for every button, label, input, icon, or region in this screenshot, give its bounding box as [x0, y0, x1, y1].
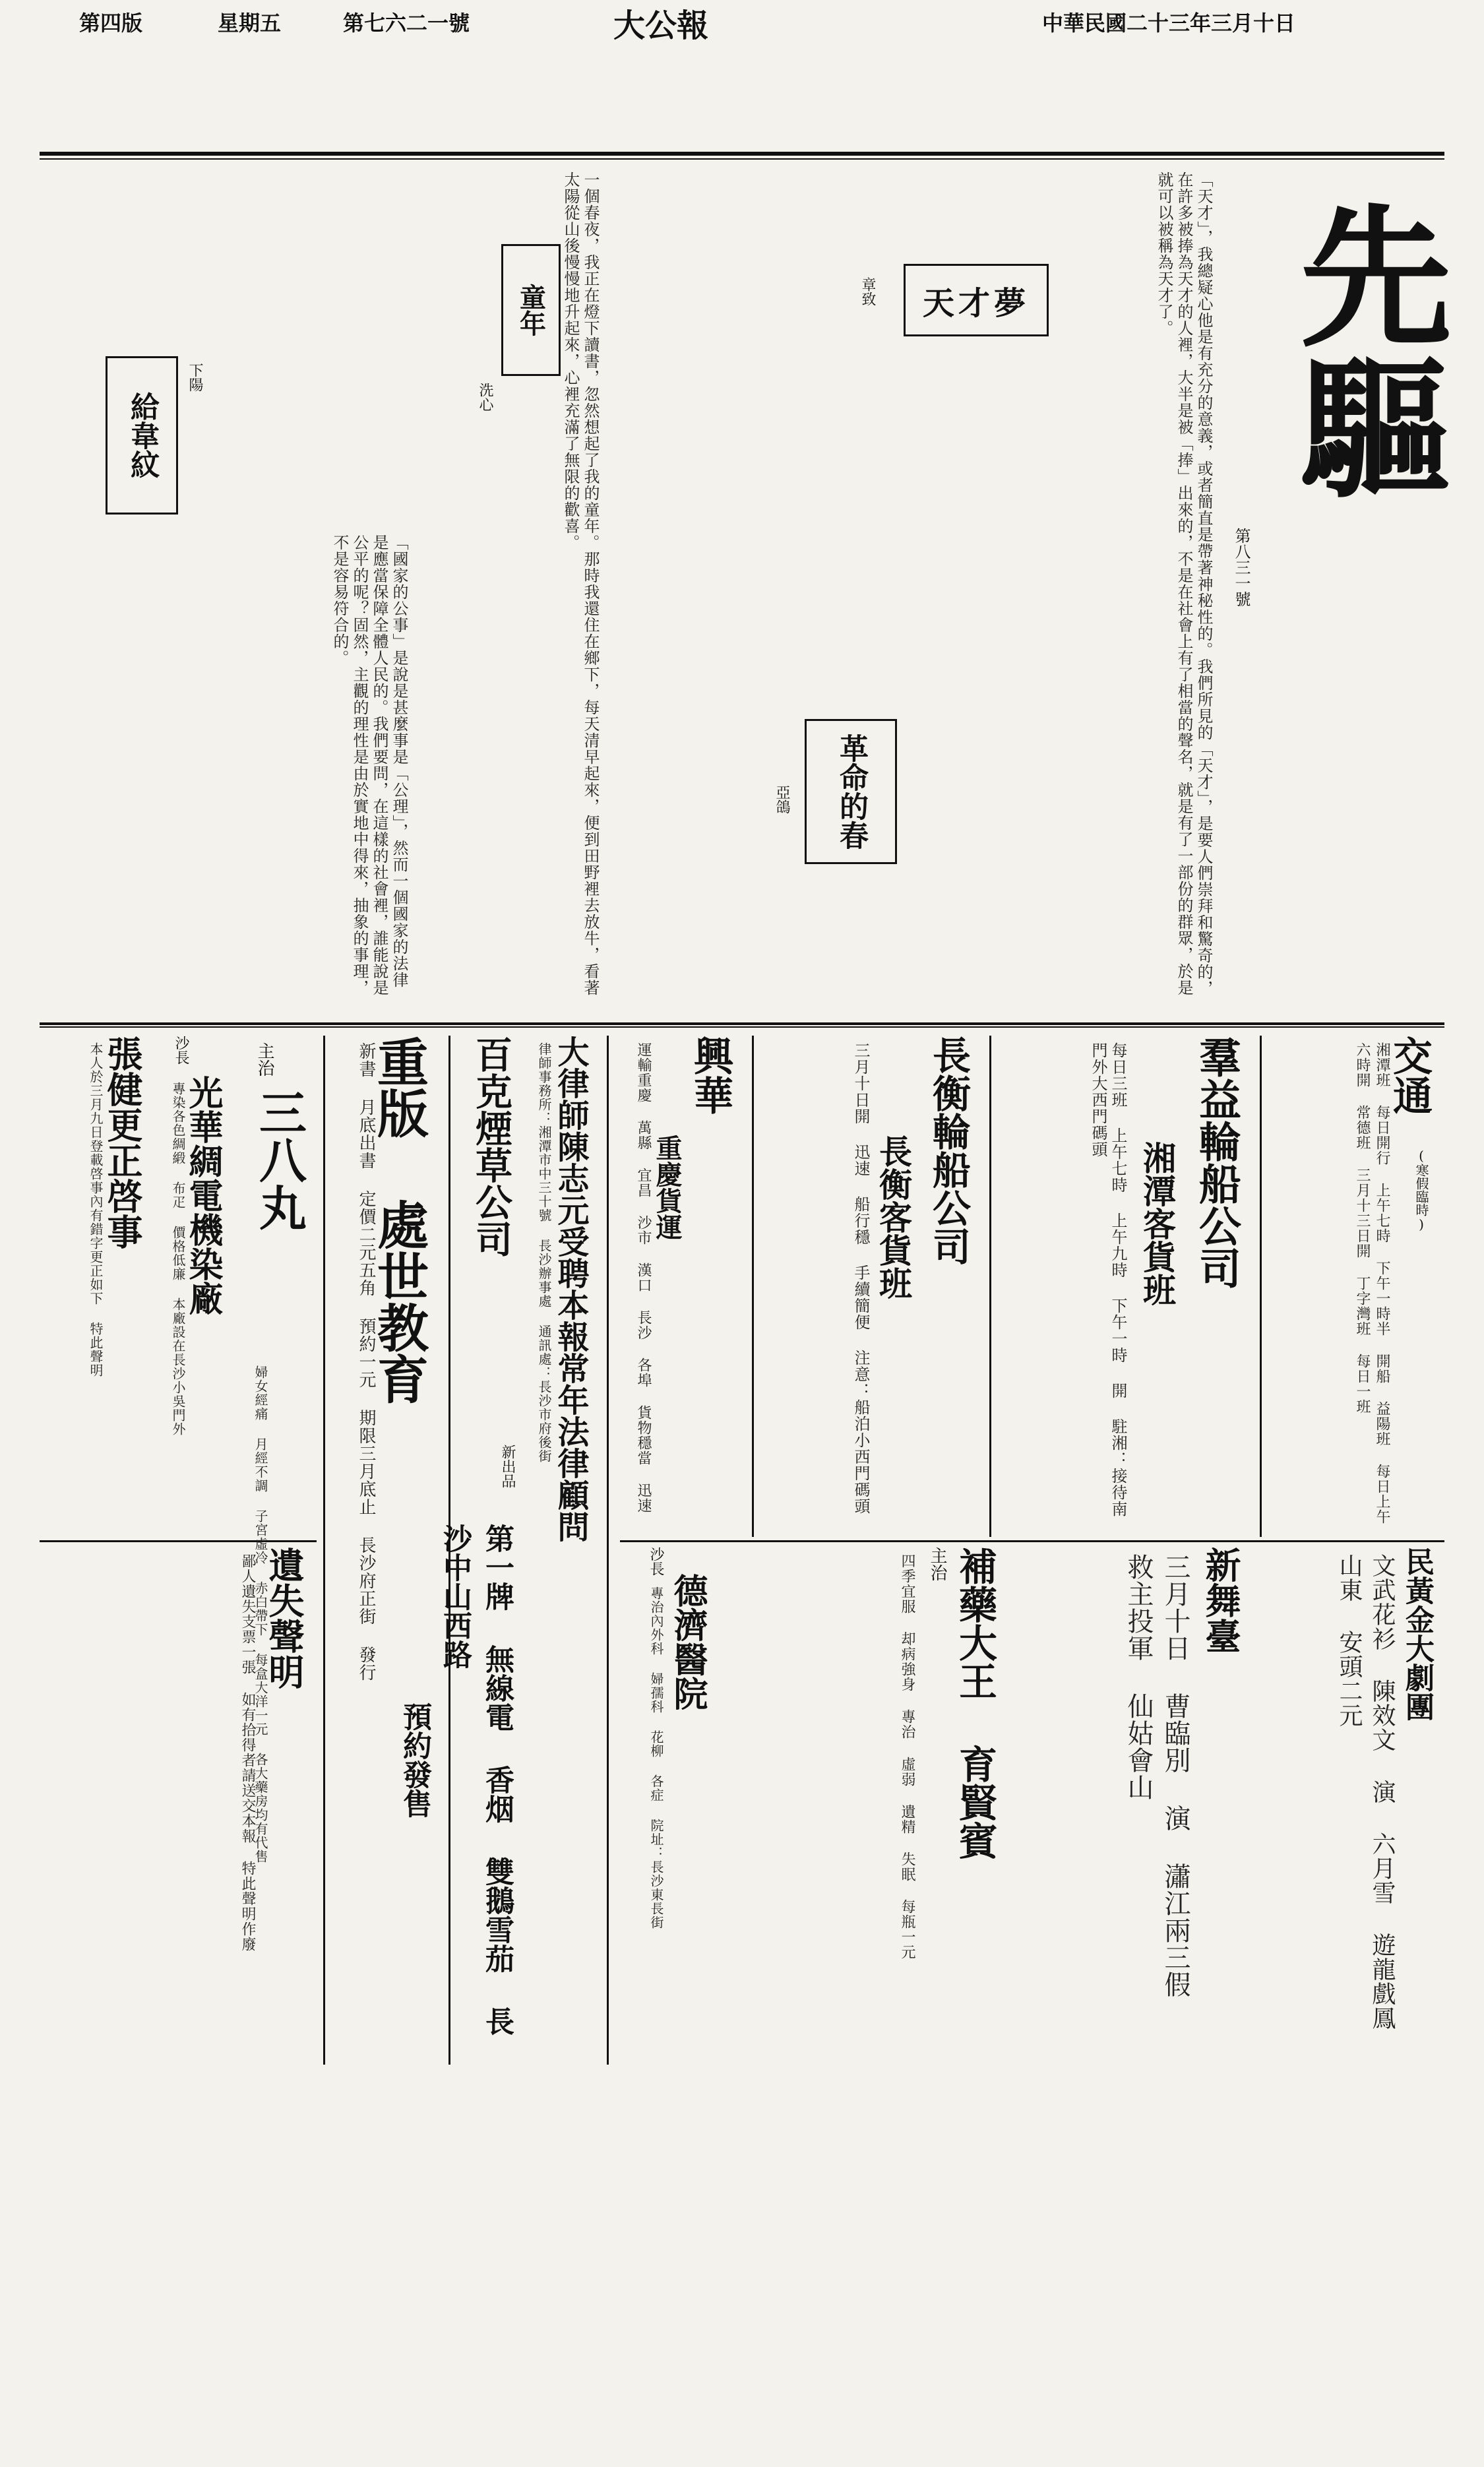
ad-title: 羣益輪船公司: [1192, 1036, 1241, 1289]
ad-title: 百克煙草公司: [470, 1036, 513, 1257]
ad-body: 運輸重慶 萬縣 宜昌 沙市 漢口 長沙 各埠 貨物穩當 迅速: [635, 1042, 652, 1513]
ad-divider: [752, 1036, 754, 1537]
article-author: 下陽: [187, 363, 203, 392]
ad-title: 興華: [687, 1036, 733, 1115]
header-sheet: 第四版: [79, 11, 143, 36]
article-title: 給韋紋: [125, 392, 159, 479]
header-date: 中華民國二十三年三月十日: [1042, 11, 1296, 36]
ad-subtitle: (寒假臨時): [1413, 1148, 1429, 1232]
ad-divider: [323, 1036, 325, 2065]
ad-block: [758, 1036, 983, 1537]
article-title-box: [805, 719, 897, 864]
ad-subtitle: 湘潭客貨班: [1138, 1141, 1177, 1306]
article-author: 章致: [859, 277, 876, 306]
ad-body: 婦女經痛 月經不調 子宮虛冷 赤白帶下 每盒大洋一元 各大藥房均有代售: [253, 1365, 268, 1863]
ad-subtitle: 長衡客貨班: [874, 1135, 913, 1299]
ad-block: [758, 1547, 1009, 2061]
ad-block: [1266, 1036, 1444, 1537]
ad-subtitle: 沙長: [173, 1036, 189, 1065]
masthead-title: 先驅: [1274, 198, 1450, 501]
ad-block: [996, 1036, 1253, 1537]
section-divider: [40, 1022, 1444, 1025]
ad-title: 新舞臺: [1200, 1547, 1242, 1654]
ad-block: [1016, 1547, 1253, 2061]
ad-divider: [989, 1036, 991, 1537]
ad-body: 三月十日開 迅速 船行穩 手續簡便 注意：船泊小西門碼頭: [851, 1042, 870, 1515]
ad-block: [158, 1036, 231, 1537]
article-body: 「天才」，我總疑心他是有充分的意義，或者簡直是帶著神秘性的。我們所見的「天才」，是要人們崇拜和驚奇的，在許多被捧為天才的人裡，大半是被「捧」出來的，不是在社會上有了相當的聲名，就是有了一部份的群眾，於是就可以被稱為天才了。: [1155, 172, 1213, 997]
ad-title: 光華綢電機染廠: [183, 1075, 223, 1315]
header-rule-thin: [40, 158, 1444, 160]
ad-divider: [1260, 1036, 1262, 1537]
ad-title: 三八丸: [251, 1088, 307, 1231]
ad-title: 補藥大王 育賢賓: [952, 1547, 997, 1859]
ad-title: 大律師陳志元受聘本報常年法律顧問: [552, 1036, 589, 1542]
ad-subtitle: 新出品: [499, 1445, 516, 1488]
header-issue: 第七六二一號: [343, 11, 470, 36]
header-weekday: 星期五: [218, 11, 282, 36]
ad-title: 重版 處世教育: [369, 1036, 429, 1404]
ad-divider: [607, 1036, 609, 2065]
article-author: 洗心: [477, 383, 493, 412]
ad-subtitle: 主治: [927, 1547, 947, 1581]
newspaper-page: [40, 112, 1450, 2065]
ad-body: 律師事務所：湘潭市中三十號 長沙辦事處 通訊處：長沙市府後街: [536, 1042, 552, 1463]
ad-subtitle: 主治: [255, 1042, 274, 1077]
ad-title: 民黃金大劇團: [1400, 1547, 1434, 1721]
header-paper: 大公報: [613, 7, 709, 44]
ad-subtitle: 重慶貨運: [652, 1135, 683, 1240]
ad-subtitle: 預約發售: [398, 1702, 431, 1818]
ad-block: [40, 1036, 152, 1537]
ad-block: [438, 1036, 521, 2058]
ad-body: 四季宜服 却病強身 專治 虛弱 遺精 失眠 每瓶一元: [899, 1553, 915, 1960]
ad-body: 鄙人遺失支票一張 如有拾得者請送交本報 特此聲明作廢: [239, 1553, 256, 1952]
ad-block: [40, 1547, 317, 2061]
ad-block: [613, 1036, 745, 1537]
ad-body: 每日三班 上午七時 上午九時 下午一時 開 駐湘：接待南門外大西門碼頭: [1089, 1042, 1127, 1517]
article-title: 革命的春: [834, 734, 868, 850]
ad-body: 專染各色綢緞 布疋 價格低廉 本廠設在長沙小吳門外: [170, 1082, 186, 1436]
ad-divider: [620, 1540, 1444, 1542]
ad-body: 第一牌 無線電 香烟 雙鵝雪茄 長沙中山西路: [438, 1524, 514, 2036]
ad-block: [620, 1547, 752, 2061]
ad-title: 張健更正啓事: [102, 1036, 144, 1249]
ad-title: 德濟醫院: [667, 1573, 708, 1710]
article-title-box: [106, 356, 178, 515]
ad-title: 遺失聲明: [263, 1547, 305, 1689]
article-body: 「國家的公事」是說是甚麼事是「公理」，然而一個國家的法律是應當保障全體人民的。我們要問，在這樣的社會裡，誰能說是公平的呢？固然，主觀的理性是由於實地中得來，抽象的事理，不是容易符合的。: [330, 534, 408, 996]
article-author: 亞鴿: [774, 785, 790, 814]
ad-title: 長衡輪船公司: [926, 1036, 971, 1265]
article-body: 一個春夜，我正在燈下讀書，忽然想起了我的童年。那時我還住在鄉下，每天清早起來，便到田野裡去放牛，看著太陽從山後慢慢地升起來，心裡充滿了無限的歡喜。: [561, 172, 600, 996]
ad-block: [1266, 1547, 1444, 2061]
section-divider-thin: [40, 1026, 1444, 1028]
article-title: 天才夢: [922, 284, 1030, 322]
header-rule: [40, 152, 1444, 156]
ad-block: [330, 1036, 442, 2058]
ad-body: 文武花衫 陳效文 演 六月雪 遊龍戲鳳 山東 安頭二元: [1336, 1553, 1396, 2030]
ad-body: 本人於三月九日登載啓事內有錯字更正如下 特此聲明: [88, 1042, 104, 1377]
ad-body: 湘潭班 每日開行 上午七時 下午一時半 開船 益陽班 每日上午六時開 常德班 三月十三日開 丁字灣班 每日一班: [1354, 1042, 1390, 1524]
ad-body: 新書 月底出書 定價二元五角 預約一元 期限三月底止 長沙府正街 發行: [356, 1042, 376, 1681]
ad-block: [521, 1036, 600, 2058]
article-title: 童年: [515, 284, 547, 336]
ad-body: 專治內外科 婦孺科 花柳 各症 院址：長沙東長街: [648, 1586, 664, 1929]
ad-body: 三月十日 曹臨別 演 瀟江兩三假 救主投軍 仙姑會山: [1123, 1553, 1190, 1998]
masthead-series: 第八三一號: [1232, 528, 1251, 607]
ad-title: 交通: [1386, 1036, 1433, 1115]
ad-subtitle: 沙長: [648, 1547, 664, 1576]
